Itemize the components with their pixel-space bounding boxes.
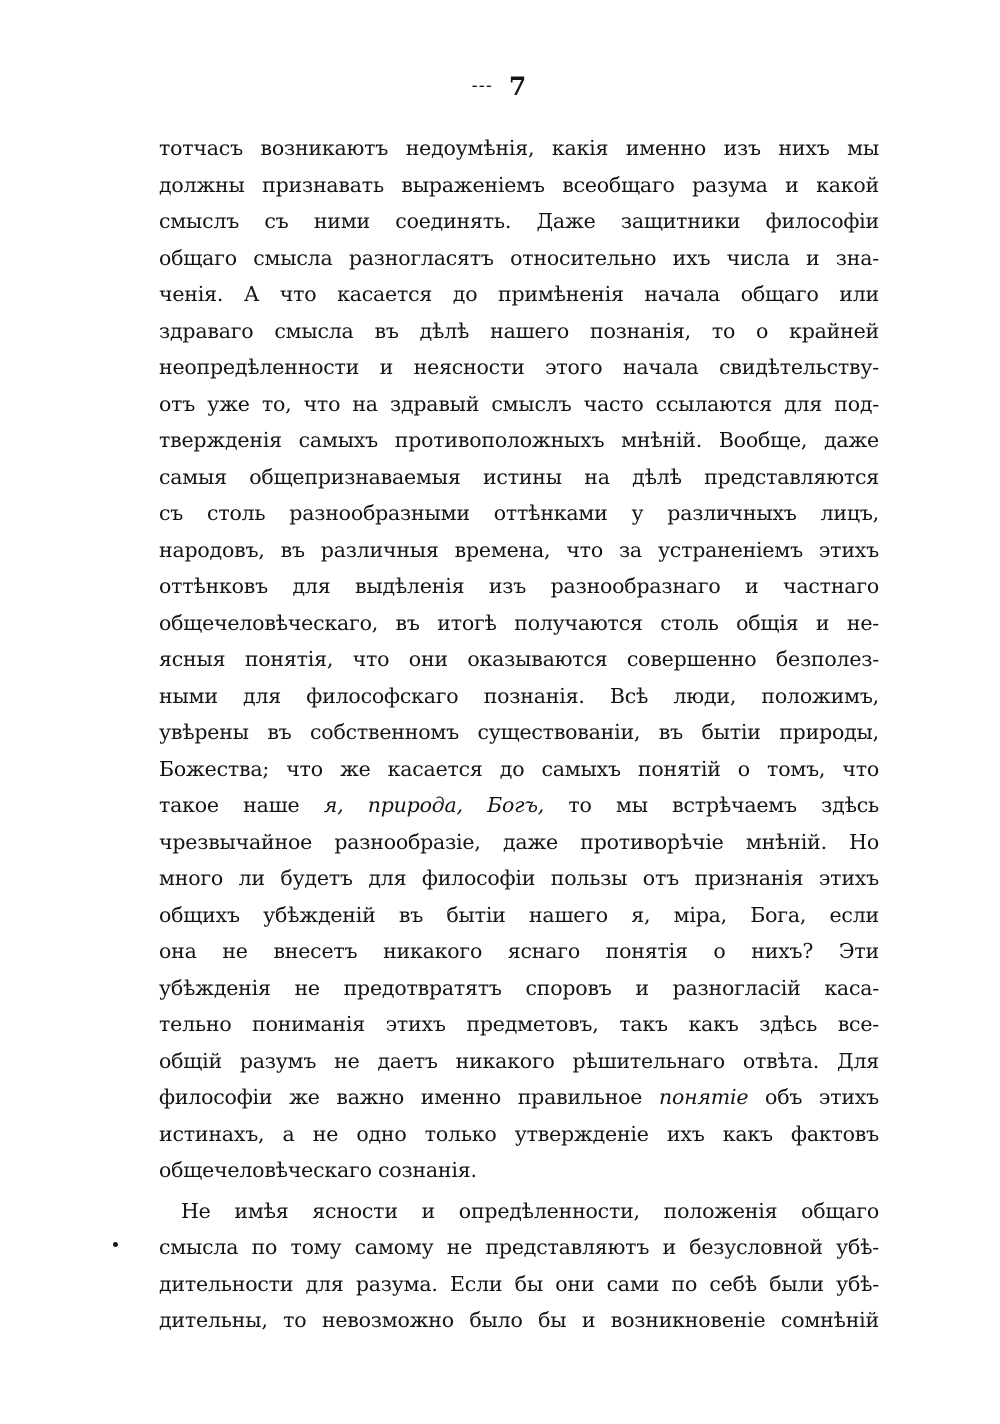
page-header xyxy=(0,72,1000,101)
text-line: много ли будетъ для философіи пользы отъ признанія этихъ xyxy=(159,866,879,890)
text-line: дительности для разума. Если бы они сами по себѣ были убѣ- xyxy=(159,1271,879,1296)
text-line: съ столь разнообразными оттѣнками у различныхъ лицъ, xyxy=(159,501,879,525)
text-line: убѣжденія не предотвратятъ споровъ и разногласій каса- xyxy=(159,975,879,1000)
text-line: здраваго смысла въ дѣлѣ нашего познанія, то о крайней xyxy=(159,318,879,343)
text-line-with-italic xyxy=(159,787,879,824)
text-line: она не внесетъ никакого яснаго понятія о нихъ? Эти xyxy=(159,939,879,963)
text-line: общій разумъ не даетъ никакого рѣшительнаго отвѣта. Для xyxy=(159,1048,879,1073)
italic-word: понятіе xyxy=(658,1085,749,1109)
line-text-after: то мы встрѣчаемъ здѣсь xyxy=(544,793,879,817)
header-dash: --- xyxy=(471,75,493,96)
italic-phrase: я, природа, Богъ, xyxy=(323,793,545,817)
text-line: Не имѣя ясности и опредѣленности, положенія общаго xyxy=(181,1198,879,1223)
line-text-after: объ этихъ xyxy=(748,1085,879,1109)
text-line: ясныя понятія, что они оказываются совершенно безполез- xyxy=(159,647,879,671)
text-line: тотчасъ возникаютъ недоумѣнія, какія именно изъ нихъ мы xyxy=(159,136,879,160)
text-line: Божества; что же касается до самыхъ понятій о томъ, что xyxy=(159,756,879,781)
text-line: оттѣнковъ для выдѣленія изъ разнообразнаго и частнаго xyxy=(159,574,879,598)
text-line: тельно пониманія этихъ предметовъ, такъ какъ здѣсь все- xyxy=(159,1012,879,1036)
text-line: дительны, то невозможно было бы и возникновеніе сомнѣній xyxy=(159,1308,879,1332)
text-line: увѣрены въ собственномъ существованіи, въ бытіи природы, xyxy=(159,720,879,744)
text-line: ными для философскаго познанія. Всѣ люди, положимъ, xyxy=(159,683,879,708)
text-line: общечеловѣческаго сознанія. xyxy=(159,1158,477,1182)
line-text-before: философіи же важно именно правильное xyxy=(159,1085,659,1109)
text-line-with-italic xyxy=(159,1079,879,1116)
text-line: общаго смысла разногласятъ относительно ихъ числа и зна- xyxy=(159,245,879,270)
text-line: чрезвычайное разнообразіе, даже противорѣчіе мнѣній. Но xyxy=(159,829,879,854)
paragraph-2 xyxy=(159,1193,879,1339)
ink-speck xyxy=(113,1242,118,1247)
text-line: общихъ убѣжденій въ бытіи нашего я, міра, Бога, если xyxy=(159,902,879,927)
page-number: 7 xyxy=(508,72,529,101)
text-line: народовъ, въ различныя времена, что за устраненіемъ этихъ xyxy=(159,537,879,562)
body-text xyxy=(159,130,879,1339)
text-line: смысла по тому самому не представляютъ и безусловной убѣ- xyxy=(159,1235,879,1259)
text-line: общечеловѣческаго, въ итогѣ получаются столь общія и не- xyxy=(159,610,879,635)
text-line: ченія. А что касается до примѣненія начала общаго или xyxy=(159,282,879,306)
line-text-before: такое наше xyxy=(159,793,324,817)
text-line: самыя общепризнаваемыя истины на дѣлѣ представляются xyxy=(159,464,879,489)
paragraph-1 xyxy=(159,130,879,1189)
text-line: неопредѣленности и неясности этого начала свидѣтельству- xyxy=(159,355,879,379)
text-line: твержденія самыхъ противоположныхъ мнѣній. Вообще, даже xyxy=(159,428,879,452)
text-line: отъ уже то, что на здравый смыслъ часто ссылаются для под- xyxy=(159,391,879,416)
text-line: смыслъ съ ними соединять. Даже защитники философіи xyxy=(159,209,879,233)
text-line: должны признавать выраженіемъ всеобщаго разума и какой xyxy=(159,172,879,197)
text-line: истинахъ, а не одно только утвержденіе ихъ какъ фактовъ xyxy=(159,1121,879,1146)
